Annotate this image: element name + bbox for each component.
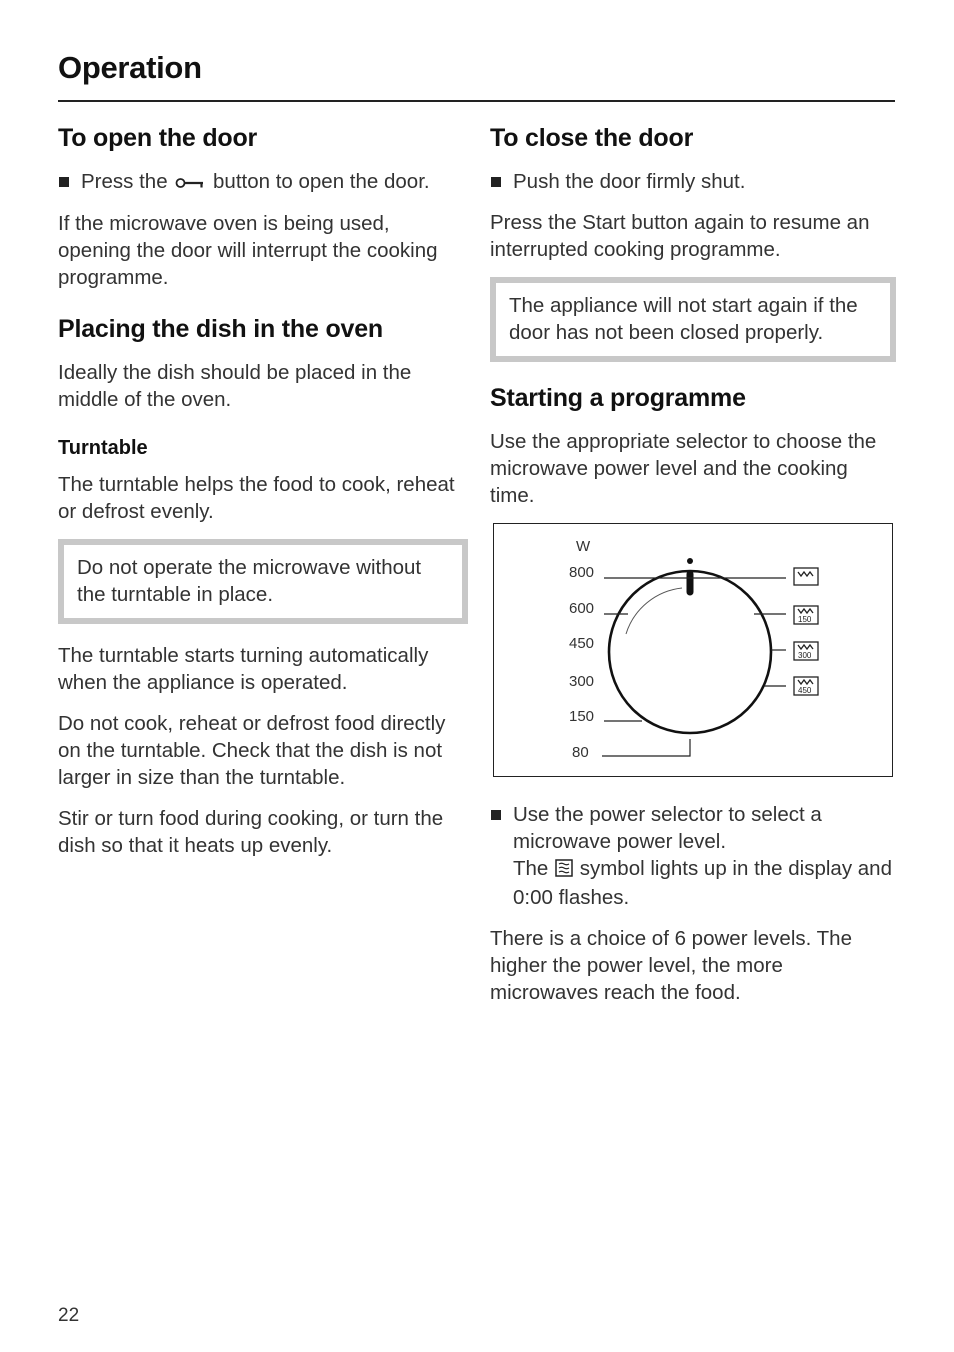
dial-level-450: 450 [569, 635, 595, 652]
bullet-press-door-button [58, 168, 468, 196]
heading-starting-programme: Starting a programme [490, 384, 746, 412]
power-selector-diagram [493, 523, 893, 777]
power-levels-body: There is a choice of 6 power levels. The higher the power level, the more microwaves reach the food. [490, 927, 852, 1004]
bullet-text-post: button to open the door. [213, 170, 430, 193]
microwave-symbol-icon [555, 857, 573, 884]
starting-body: Use the appropriate selector to choose the microwave power level and the cooking time. [490, 430, 877, 507]
power-selector-text: Use the power selector to select a microwave power level. [513, 803, 822, 853]
dial-level-300: 300 [569, 673, 595, 690]
power-selector-dial-icon [494, 524, 892, 776]
key-icon [175, 169, 205, 196]
heading-open-door: To open the door [58, 124, 258, 152]
grill-icon [794, 568, 818, 585]
left-column [58, 122, 468, 873]
symbol-text-post: symbol lights up in the display and 0:00 flashes. [513, 857, 892, 909]
turntable-body-1: The turntable helps the food to cook, reheat or defrost evenly. [58, 473, 455, 524]
right-column [490, 122, 896, 1020]
heading-close-door: To close the door [490, 124, 694, 152]
heading-turntable: Turntable [58, 437, 148, 460]
dial-level-150: 150 [569, 708, 595, 725]
dial-level-800: 800 [569, 564, 595, 581]
turntable-note-text: Do not operate the microwave without the turntable in place. [77, 556, 422, 607]
close-door-note [490, 277, 896, 362]
page-title: Operation [58, 50, 202, 85]
title-divider [58, 100, 895, 102]
placing-body: Ideally the dish should be placed in the middle of the oven. [58, 361, 412, 412]
turntable-body-4: Stir or turn food during cooking, or turn the dish so that it heats up evenly. [58, 807, 444, 858]
open-door-body: If the microwave oven is being used, opening the door will interrupt the cooking programme. [58, 212, 438, 290]
svg-text:300: 300 [798, 651, 812, 660]
turntable-body-2: The turntable starts turning automatically when the appliance is operated. [58, 644, 429, 695]
grill-150-icon [794, 606, 818, 624]
turntable-warning-note [58, 539, 468, 624]
bullet-text-pre: Press the [81, 170, 168, 193]
grill-450-icon [794, 677, 818, 695]
svg-text:150: 150 [798, 615, 812, 624]
close-door-body: Press the Start button again to resume an interrupted cooking programme. [490, 211, 870, 261]
grill-300-icon [794, 642, 818, 660]
bullet-power-selector [490, 801, 896, 911]
dial-unit-label: W [576, 538, 591, 555]
dial-level-600: 600 [569, 600, 595, 617]
heading-placing-dish: Placing the dish in the oven [58, 315, 384, 344]
symbol-text-pre: The [513, 857, 549, 880]
bullet-push-door: Push the door firmly shut. [490, 168, 896, 195]
turntable-body-3: Do not cook, reheat or defrost food directly on the turntable. Check that the dish is not larger in size than the turntable. [58, 712, 446, 790]
page-number: 22 [58, 1305, 80, 1326]
close-door-note-text: The appliance will not start again if the door has not been closed properly. [509, 294, 858, 344]
dial-level-80: 80 [572, 744, 589, 761]
svg-text:450: 450 [798, 686, 812, 695]
